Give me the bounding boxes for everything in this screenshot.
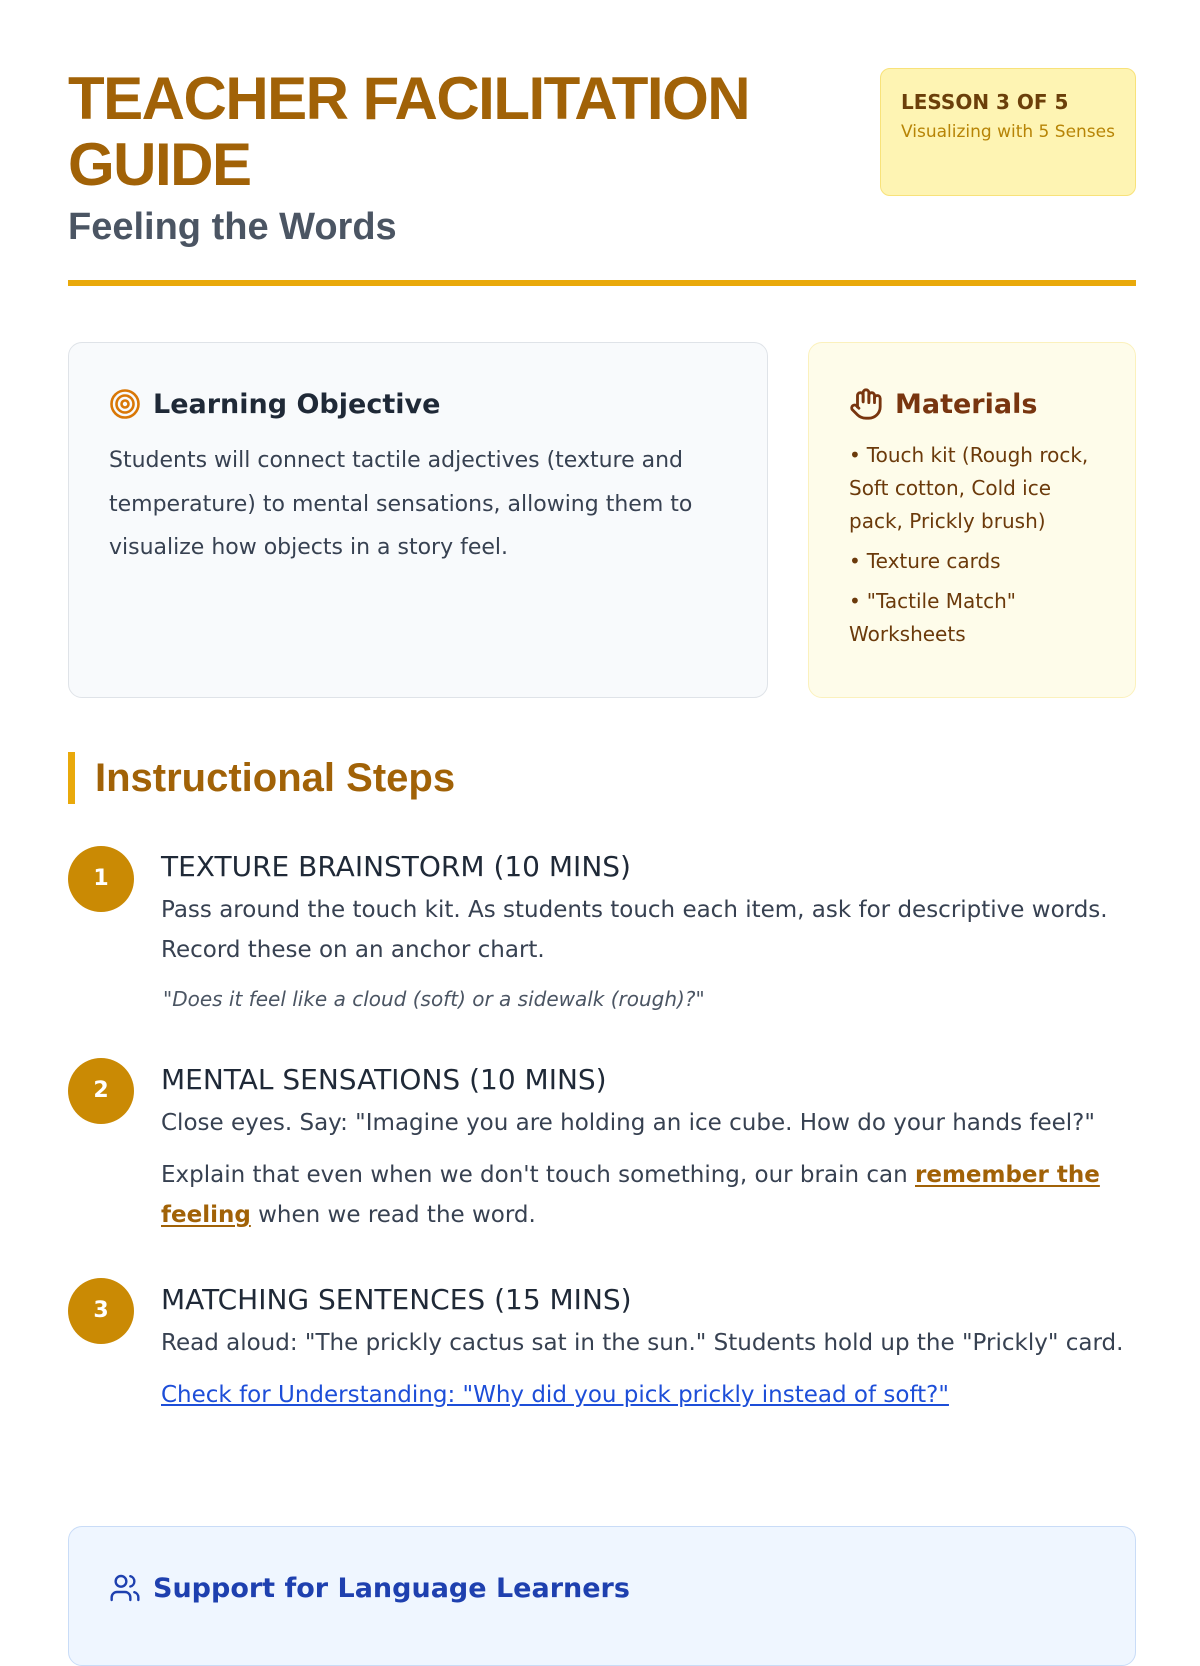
step-explanation: Explain that even when we don't touch something, our brain can remember the feeling when we read the word.	[161, 1162, 1100, 1228]
learning-objective-header	[109, 387, 727, 421]
step-title: MATCHING SENTENCES (15 MINS)	[161, 1283, 632, 1316]
step-3	[161, 1283, 1136, 1415]
step-title: MENTAL SENSATIONS (10 MINS)	[161, 1063, 607, 1096]
learning-objective-heading: Learning Objective	[153, 388, 441, 420]
target-icon	[109, 388, 141, 420]
lesson-badge	[880, 68, 1136, 196]
list-item: • "Tactile Match" Worksheets	[849, 589, 1016, 646]
step-number-badge: 2	[68, 1058, 134, 1124]
lesson-topic: Visualizing with 5 Senses	[901, 122, 1115, 142]
header-divider	[68, 280, 1136, 286]
materials-list	[849, 439, 1095, 651]
step-quote: "Does it feel like a cloud (soft) or a sidewalk (rough)?"	[163, 987, 705, 1011]
language-learners-card	[68, 1526, 1136, 1666]
step-description: Read aloud: "The prickly cactus sat in the sun." Students hold up the "Prickly" card.	[161, 1330, 1124, 1356]
check-understanding-line	[161, 1375, 1136, 1415]
learning-objective-card	[68, 342, 768, 698]
learning-objective-text: Students will connect tactile adjectives (texture and temperature) to mental sensations, allowing them to visualize how objects in a story feel.	[109, 448, 693, 560]
page-subtitle: Feeling the Words	[68, 206, 397, 248]
materials-card	[808, 342, 1136, 698]
list-item: • Touch kit (Rough rock, Soft cotton, Cold ice pack, Prickly brush)	[849, 443, 1089, 533]
materials-heading: Materials	[895, 388, 1038, 420]
step-number-badge: 3	[68, 1278, 134, 1344]
step-number-badge: 1	[68, 846, 134, 912]
list-item: • Texture cards	[849, 549, 1001, 573]
step-1	[161, 850, 1136, 1014]
check-for-understanding-link[interactable]: Check for Understanding: "Why did you pick prickly instead of soft?"	[161, 1382, 949, 1408]
page-title: TEACHER FACILITATION GUIDE	[68, 65, 750, 198]
hand-icon	[849, 387, 883, 421]
language-learners-heading: Support for Language Learners	[153, 1572, 630, 1604]
step-description: Close eyes. Say: "Imagine you are holding an ice cube. How do your hands feel?"	[161, 1110, 1095, 1136]
lesson-number: LESSON 3 OF 5	[901, 90, 1069, 114]
users-icon	[109, 1572, 141, 1604]
step-description: Pass around the touch kit. As students touch each item, ask for descriptive words. Record these on an anchor chart.	[161, 897, 1108, 963]
materials-header	[849, 387, 1095, 421]
remember-the-feeling-link[interactable]: remember the feeling	[161, 1162, 1100, 1228]
instructional-steps-heading: Instructional Steps	[68, 752, 455, 804]
step-title: TEXTURE BRAINSTORM (10 MINS)	[161, 850, 631, 883]
step-2	[161, 1063, 1136, 1235]
